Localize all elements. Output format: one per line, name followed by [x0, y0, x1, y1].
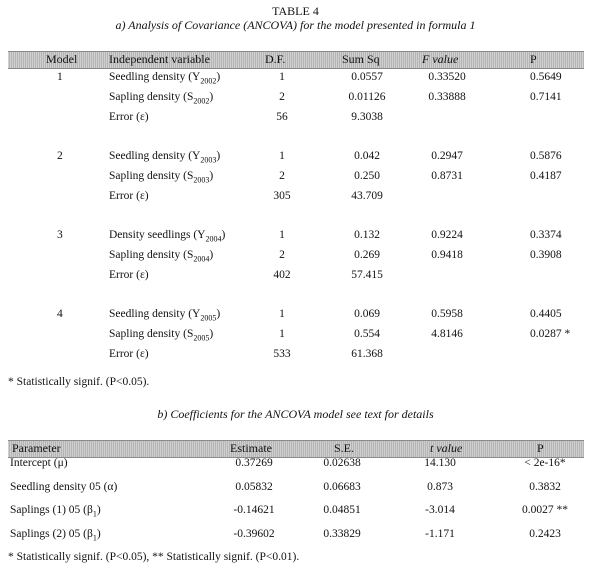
variable-label-subscript: 2003 — [200, 155, 217, 165]
variable-label — [109, 328, 213, 342]
variable-label-close: ) — [216, 150, 221, 162]
variable-label — [109, 308, 220, 322]
f-value: 0.33888 — [428, 91, 466, 103]
df-value: 2 — [279, 91, 285, 103]
t-value: 14.130 — [424, 457, 456, 469]
variable-label-close: ) — [221, 229, 226, 241]
header-sumsq: Sum Sq — [342, 52, 380, 66]
parameter-label-close: ) — [96, 528, 101, 540]
variable-label — [109, 348, 149, 360]
p-value: 0.4187 — [530, 170, 562, 182]
df-value: 1 — [279, 150, 285, 162]
header-p-b: P — [537, 441, 544, 455]
df-value: 402 — [273, 269, 291, 281]
variable-label — [109, 91, 213, 105]
f-value: 0.5958 — [431, 308, 463, 320]
variable-label-text: Seedling density (Y — [109, 71, 201, 83]
p-value: 0.3374 — [530, 229, 562, 241]
variable-label — [109, 249, 213, 263]
variable-label-text: Sapling density (S — [109, 170, 194, 182]
model-number: 1 — [57, 71, 63, 83]
variable-label — [109, 170, 213, 184]
t-value: -3.014 — [425, 504, 455, 516]
variable-label-close: ) — [209, 328, 214, 340]
df-value: 533 — [273, 348, 291, 360]
variable-label-close: ) — [216, 71, 221, 83]
estimate-value: 0.37269 — [235, 457, 273, 469]
header-fvalue: F value — [422, 52, 459, 66]
sumsq-value: 9.3038 — [351, 111, 383, 123]
p-value: 0.7141 — [530, 91, 562, 103]
variable-label-text: Error (ε) — [109, 111, 149, 123]
p-value: 0.5876 — [530, 150, 562, 162]
p-value-b: 0.2423 — [529, 528, 561, 540]
parameter-label — [10, 457, 68, 469]
table-b-caption: b) Coefficients for the ANCOVA model see text for details — [157, 407, 434, 421]
header-variable: Independent variable — [109, 52, 210, 66]
sumsq-value: 0.01126 — [348, 91, 386, 103]
parameter-label-text: Seedling density 05 (α) — [10, 481, 118, 493]
f-value: 0.8731 — [431, 170, 463, 182]
se-value: 0.04851 — [323, 504, 361, 516]
p-value: 0.0287 * — [530, 328, 571, 340]
sumsq-value: 0.069 — [354, 308, 380, 320]
parameter-label-subscript: 1 — [92, 509, 97, 519]
estimate-value: -0.39602 — [233, 528, 275, 540]
table-title: TABLE 4 — [272, 4, 319, 18]
se-value: 0.02638 — [323, 457, 361, 469]
variable-label-text: Density seedlings (Y — [109, 229, 206, 241]
parameter-label — [10, 504, 101, 518]
variable-label-text: Error (ε) — [109, 269, 149, 281]
p-value: 0.4405 — [530, 308, 562, 320]
header-tvalue: t value — [430, 441, 463, 455]
variable-label-text: Seedling density (Y — [109, 150, 201, 162]
parameter-label-text: Saplings (2) 05 (β — [10, 528, 93, 540]
variable-label-close: ) — [209, 170, 214, 182]
variable-label-text: Error (ε) — [109, 348, 149, 360]
header-parameter: Parameter — [12, 441, 61, 455]
variable-label-close: ) — [209, 249, 214, 261]
sumsq-value: 0.269 — [354, 249, 380, 261]
variable-label-subscript: 2002 — [200, 76, 217, 86]
df-value: 1 — [279, 229, 285, 241]
table-b-footnote: * Statistically signif. (P<0.05), ** Statistically signif. (P<0.01). — [8, 551, 300, 563]
parameter-label-text: Intercept (μ) — [10, 457, 68, 469]
variable-label-close: ) — [216, 308, 221, 320]
sumsq-value: 0.132 — [354, 229, 380, 241]
sumsq-value: 0.0557 — [351, 71, 383, 83]
df-value: 2 — [279, 170, 285, 182]
parameter-label-text: Saplings (1) 05 (β — [10, 504, 93, 516]
parameter-label-close: ) — [96, 504, 101, 516]
table-b-header — [8, 440, 584, 458]
df-value: 2 — [279, 249, 285, 261]
variable-label — [109, 229, 225, 243]
table-a-header — [8, 51, 584, 69]
t-value: 0.873 — [427, 481, 453, 493]
sumsq-value: 61.368 — [351, 348, 383, 360]
p-value: 0.5649 — [530, 71, 562, 83]
variable-label-close: ) — [209, 91, 214, 103]
f-value: 4.8146 — [431, 328, 463, 340]
df-value: 1 — [279, 71, 285, 83]
sumsq-value: 57.415 — [351, 269, 383, 281]
variable-label-text: Seedling density (Y — [109, 308, 201, 320]
header-se: S.E. — [334, 441, 355, 455]
variable-label-subscript: 2004 — [193, 254, 210, 264]
f-value: 0.2947 — [431, 150, 463, 162]
variable-label-subscript: 2005 — [193, 333, 210, 343]
df-value: 1 — [279, 328, 285, 340]
variable-label — [109, 111, 149, 123]
estimate-value: 0.05832 — [235, 481, 273, 493]
variable-label-subscript: 2005 — [200, 313, 217, 323]
sumsq-value: 43.709 — [351, 190, 383, 202]
f-value: 0.9418 — [431, 249, 463, 261]
parameter-label — [10, 481, 117, 493]
variable-label-subscript: 2002 — [193, 96, 210, 106]
header-df: D.F. — [265, 52, 286, 66]
variable-label-subscript: 2003 — [193, 175, 210, 185]
variable-label-text: Sapling density (S — [109, 91, 194, 103]
variable-label-text: Sapling density (S — [109, 328, 194, 340]
se-value: 0.33829 — [323, 528, 361, 540]
sumsq-value: 0.042 — [354, 150, 380, 162]
parameter-label-subscript: 1 — [92, 533, 97, 543]
variable-label — [109, 269, 149, 281]
df-value: 305 — [273, 190, 291, 202]
variable-label — [109, 150, 220, 164]
table-a-caption: a) Analysis of Covariance (ANCOVA) for the model presented in formula 1 — [115, 18, 476, 32]
df-value: 56 — [276, 111, 288, 123]
p-value-b: < 2e-16* — [524, 457, 566, 469]
p-value-b: 0.0027 ** — [522, 504, 568, 516]
se-value: 0.06683 — [323, 481, 361, 493]
t-value: -1.171 — [425, 528, 455, 540]
estimate-value: -0.14621 — [233, 504, 275, 516]
p-value-b: 0.3832 — [529, 481, 561, 493]
variable-label — [109, 71, 220, 85]
f-value: 0.33520 — [428, 71, 466, 83]
table-a-footnote: * Statistically signif. (P<0.05). — [8, 376, 150, 388]
sumsq-value: 0.250 — [354, 170, 380, 182]
header-model: Model — [46, 52, 78, 66]
variable-label-text: Sapling density (S — [109, 249, 194, 261]
header-estimate: Estimate — [230, 441, 272, 455]
header-p: P — [530, 52, 537, 66]
sumsq-value: 0.554 — [354, 328, 380, 340]
p-value: 0.3908 — [530, 249, 562, 261]
model-number: 4 — [57, 308, 63, 320]
model-number: 3 — [57, 229, 63, 241]
model-number: 2 — [57, 150, 63, 162]
variable-label-text: Error (ε) — [109, 190, 149, 202]
variable-label-subscript: 2004 — [205, 234, 222, 244]
parameter-label — [10, 528, 101, 542]
f-value: 0.9224 — [431, 229, 463, 241]
variable-label — [109, 190, 149, 202]
df-value: 1 — [279, 308, 285, 320]
